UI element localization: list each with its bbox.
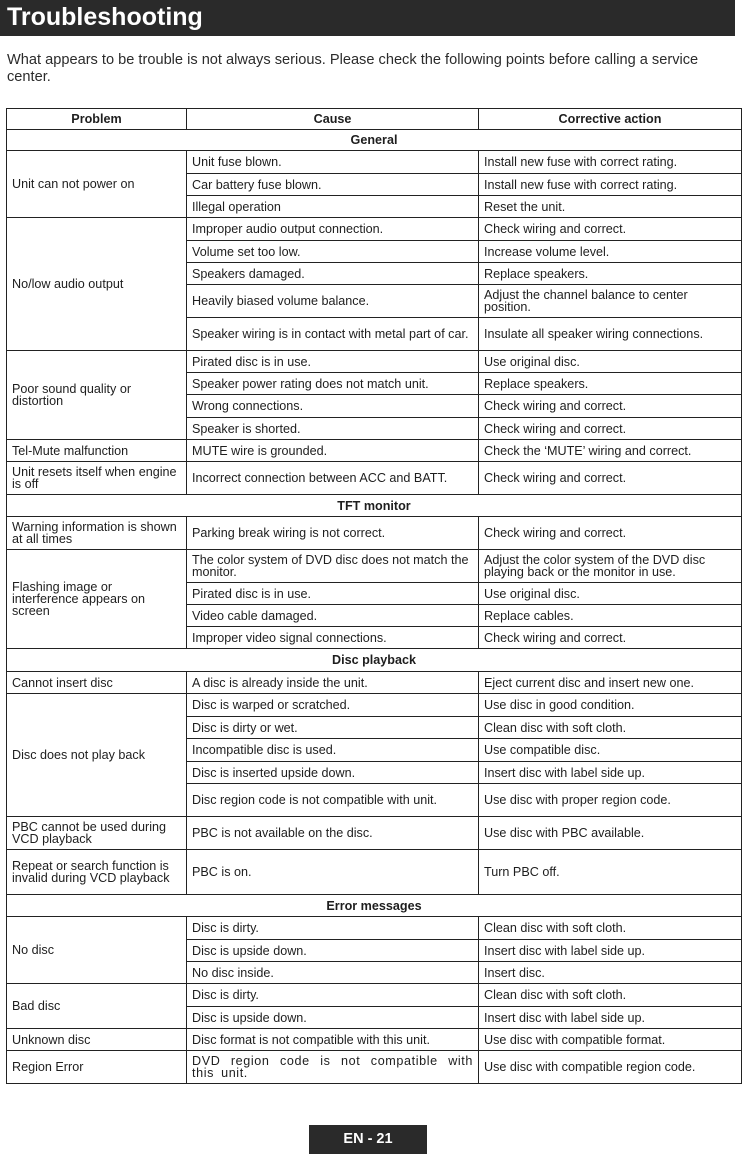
header-corrective-action: Corrective action (479, 109, 742, 130)
problem-cell: Unit resets itself when engine is off (7, 462, 187, 495)
table-row (7, 817, 742, 850)
table-row (7, 694, 742, 717)
action-cell: Check the ‘MUTE’ wiring and correct. (479, 440, 742, 462)
action-cell: Replace speakers. (479, 373, 742, 395)
action-cell: Check wiring and correct. (479, 517, 742, 550)
header-cause: Cause (187, 109, 479, 130)
page-title: Troubleshooting (7, 3, 203, 31)
table-body (7, 130, 742, 1084)
problem-cell: Warning information is shown at all times (7, 517, 187, 550)
problem-cell: Bad disc (7, 984, 187, 1029)
action-cell: Turn PBC off. (479, 850, 742, 895)
table-header-row (7, 109, 742, 130)
action-cell: Check wiring and correct. (479, 395, 742, 418)
action-cell: Clean disc with soft cloth. (479, 717, 742, 739)
cause-cell: MUTE wire is grounded. (187, 440, 479, 462)
cause-cell: Speakers damaged. (187, 263, 479, 285)
cause-cell: Speaker power rating does not match unit. (187, 373, 479, 395)
section-title: Error messages (7, 895, 742, 917)
action-cell: Install new fuse with correct rating. (479, 174, 742, 196)
table-row (7, 351, 742, 373)
cause-cell: Pirated disc is in use. (187, 351, 479, 373)
table-row (7, 517, 742, 550)
section-row (7, 649, 742, 672)
problem-cell: Poor sound quality or distortion (7, 351, 187, 440)
action-cell: Insert disc with label side up. (479, 1007, 742, 1029)
table-row (7, 151, 742, 174)
cause-cell: A disc is already inside the unit. (187, 672, 479, 694)
cause-cell: DVD region code is not compatible with this unit. (187, 1051, 479, 1084)
problem-cell: PBC cannot be used during VCD playback (7, 817, 187, 850)
action-cell: Use disc with PBC available. (479, 817, 742, 850)
action-cell: Use disc with compatible format. (479, 1029, 742, 1051)
action-cell: Insert disc with label side up. (479, 762, 742, 784)
action-cell: Check wiring and correct. (479, 462, 742, 495)
action-cell: Use disc with proper region code. (479, 784, 742, 817)
cause-cell: Disc is upside down. (187, 940, 479, 962)
section-title: TFT monitor (7, 495, 742, 517)
problem-cell: No/low audio output (7, 218, 187, 351)
cause-cell: Parking break wiring is not correct. (187, 517, 479, 550)
cause-cell: Disc is dirty. (187, 917, 479, 940)
cause-cell: No disc inside. (187, 962, 479, 984)
action-cell: Use disc in good condition. (479, 694, 742, 717)
section-title: General (7, 130, 742, 151)
action-cell: Insert disc. (479, 962, 742, 984)
cause-cell: Illegal operation (187, 196, 479, 218)
action-cell: Insulate all speaker wiring connections. (479, 318, 742, 351)
action-cell: Clean disc with soft cloth. (479, 917, 742, 940)
cause-cell: Volume set too low. (187, 241, 479, 263)
table-row (7, 1051, 742, 1084)
action-cell: Increase volume level. (479, 241, 742, 263)
cause-cell: The color system of DVD disc does not match the monitor. (187, 550, 479, 583)
cause-cell: Car battery fuse blown. (187, 174, 479, 196)
cause-cell: Speaker is shorted. (187, 418, 479, 440)
action-cell: Install new fuse with correct rating. (479, 151, 742, 174)
cause-cell: Disc is warped or scratched. (187, 694, 479, 717)
table-row (7, 672, 742, 694)
problem-cell: No disc (7, 917, 187, 984)
table-row (7, 850, 742, 895)
action-cell: Use original disc. (479, 583, 742, 605)
action-cell: Adjust the color system of the DVD disc playing back or the monitor in use. (479, 550, 742, 583)
action-cell: Insert disc with label side up. (479, 940, 742, 962)
header-problem: Problem (7, 109, 187, 130)
title-bar (0, 0, 735, 36)
table-row (7, 550, 742, 583)
cause-cell: Speaker wiring is in contact with metal part of car. (187, 318, 479, 351)
problem-cell: Region Error (7, 1051, 187, 1084)
action-cell: Clean disc with soft cloth. (479, 984, 742, 1007)
cause-cell: Disc is dirty. (187, 984, 479, 1007)
section-row (7, 130, 742, 151)
problem-cell: Cannot insert disc (7, 672, 187, 694)
cause-cell: Unit fuse blown. (187, 151, 479, 174)
problem-cell: Flashing image or interference appears on screen (7, 550, 187, 649)
cause-cell: Disc is inserted upside down. (187, 762, 479, 784)
action-cell: Replace cables. (479, 605, 742, 627)
cause-cell: PBC is on. (187, 850, 479, 895)
cause-cell: Heavily biased volume balance. (187, 285, 479, 318)
cause-cell: Improper video signal connections. (187, 627, 479, 649)
cause-cell: Disc is dirty or wet. (187, 717, 479, 739)
action-cell: Reset the unit. (479, 196, 742, 218)
problem-cell: Tel-Mute malfunction (7, 440, 187, 462)
action-cell: Eject current disc and insert new one. (479, 672, 742, 694)
table-row (7, 984, 742, 1007)
table-row (7, 218, 742, 241)
cause-cell: Disc region code is not compatible with unit. (187, 784, 479, 817)
problem-cell: Repeat or search function is invalid during VCD playback (7, 850, 187, 895)
section-row (7, 495, 742, 517)
action-cell: Replace speakers. (479, 263, 742, 285)
problem-cell: Unit can not power on (7, 151, 187, 218)
cause-cell: Disc format is not compatible with this unit. (187, 1029, 479, 1051)
troubleshooting-table (6, 108, 742, 1084)
table-row (7, 1029, 742, 1051)
section-title: Disc playback (7, 649, 742, 672)
cause-cell: Disc is upside down. (187, 1007, 479, 1029)
cause-cell: Incompatible disc is used. (187, 739, 479, 762)
intro-text: What appears to be trouble is not always serious. Please check the following points before calling a service center. (7, 52, 699, 85)
action-cell: Use disc with compatible region code. (479, 1051, 742, 1084)
cause-cell: PBC is not available on the disc. (187, 817, 479, 850)
problem-cell: Unknown disc (7, 1029, 187, 1051)
cause-cell: Incorrect connection between ACC and BATT. (187, 462, 479, 495)
action-cell: Check wiring and correct. (479, 418, 742, 440)
table-row (7, 440, 742, 462)
action-cell: Use original disc. (479, 351, 742, 373)
cause-cell: Improper audio output connection. (187, 218, 479, 241)
cause-cell: Wrong connections. (187, 395, 479, 418)
action-cell: Use compatible disc. (479, 739, 742, 762)
action-cell: Check wiring and correct. (479, 627, 742, 649)
table-row (7, 917, 742, 940)
cause-cell: Video cable damaged. (187, 605, 479, 627)
action-cell: Check wiring and correct. (479, 218, 742, 241)
section-row (7, 895, 742, 917)
action-cell: Adjust the channel balance to center position. (479, 285, 742, 318)
problem-cell: Disc does not play back (7, 694, 187, 817)
table-row (7, 462, 742, 495)
cause-cell: Pirated disc is in use. (187, 583, 479, 605)
page-number: EN - 21 (309, 1125, 427, 1154)
